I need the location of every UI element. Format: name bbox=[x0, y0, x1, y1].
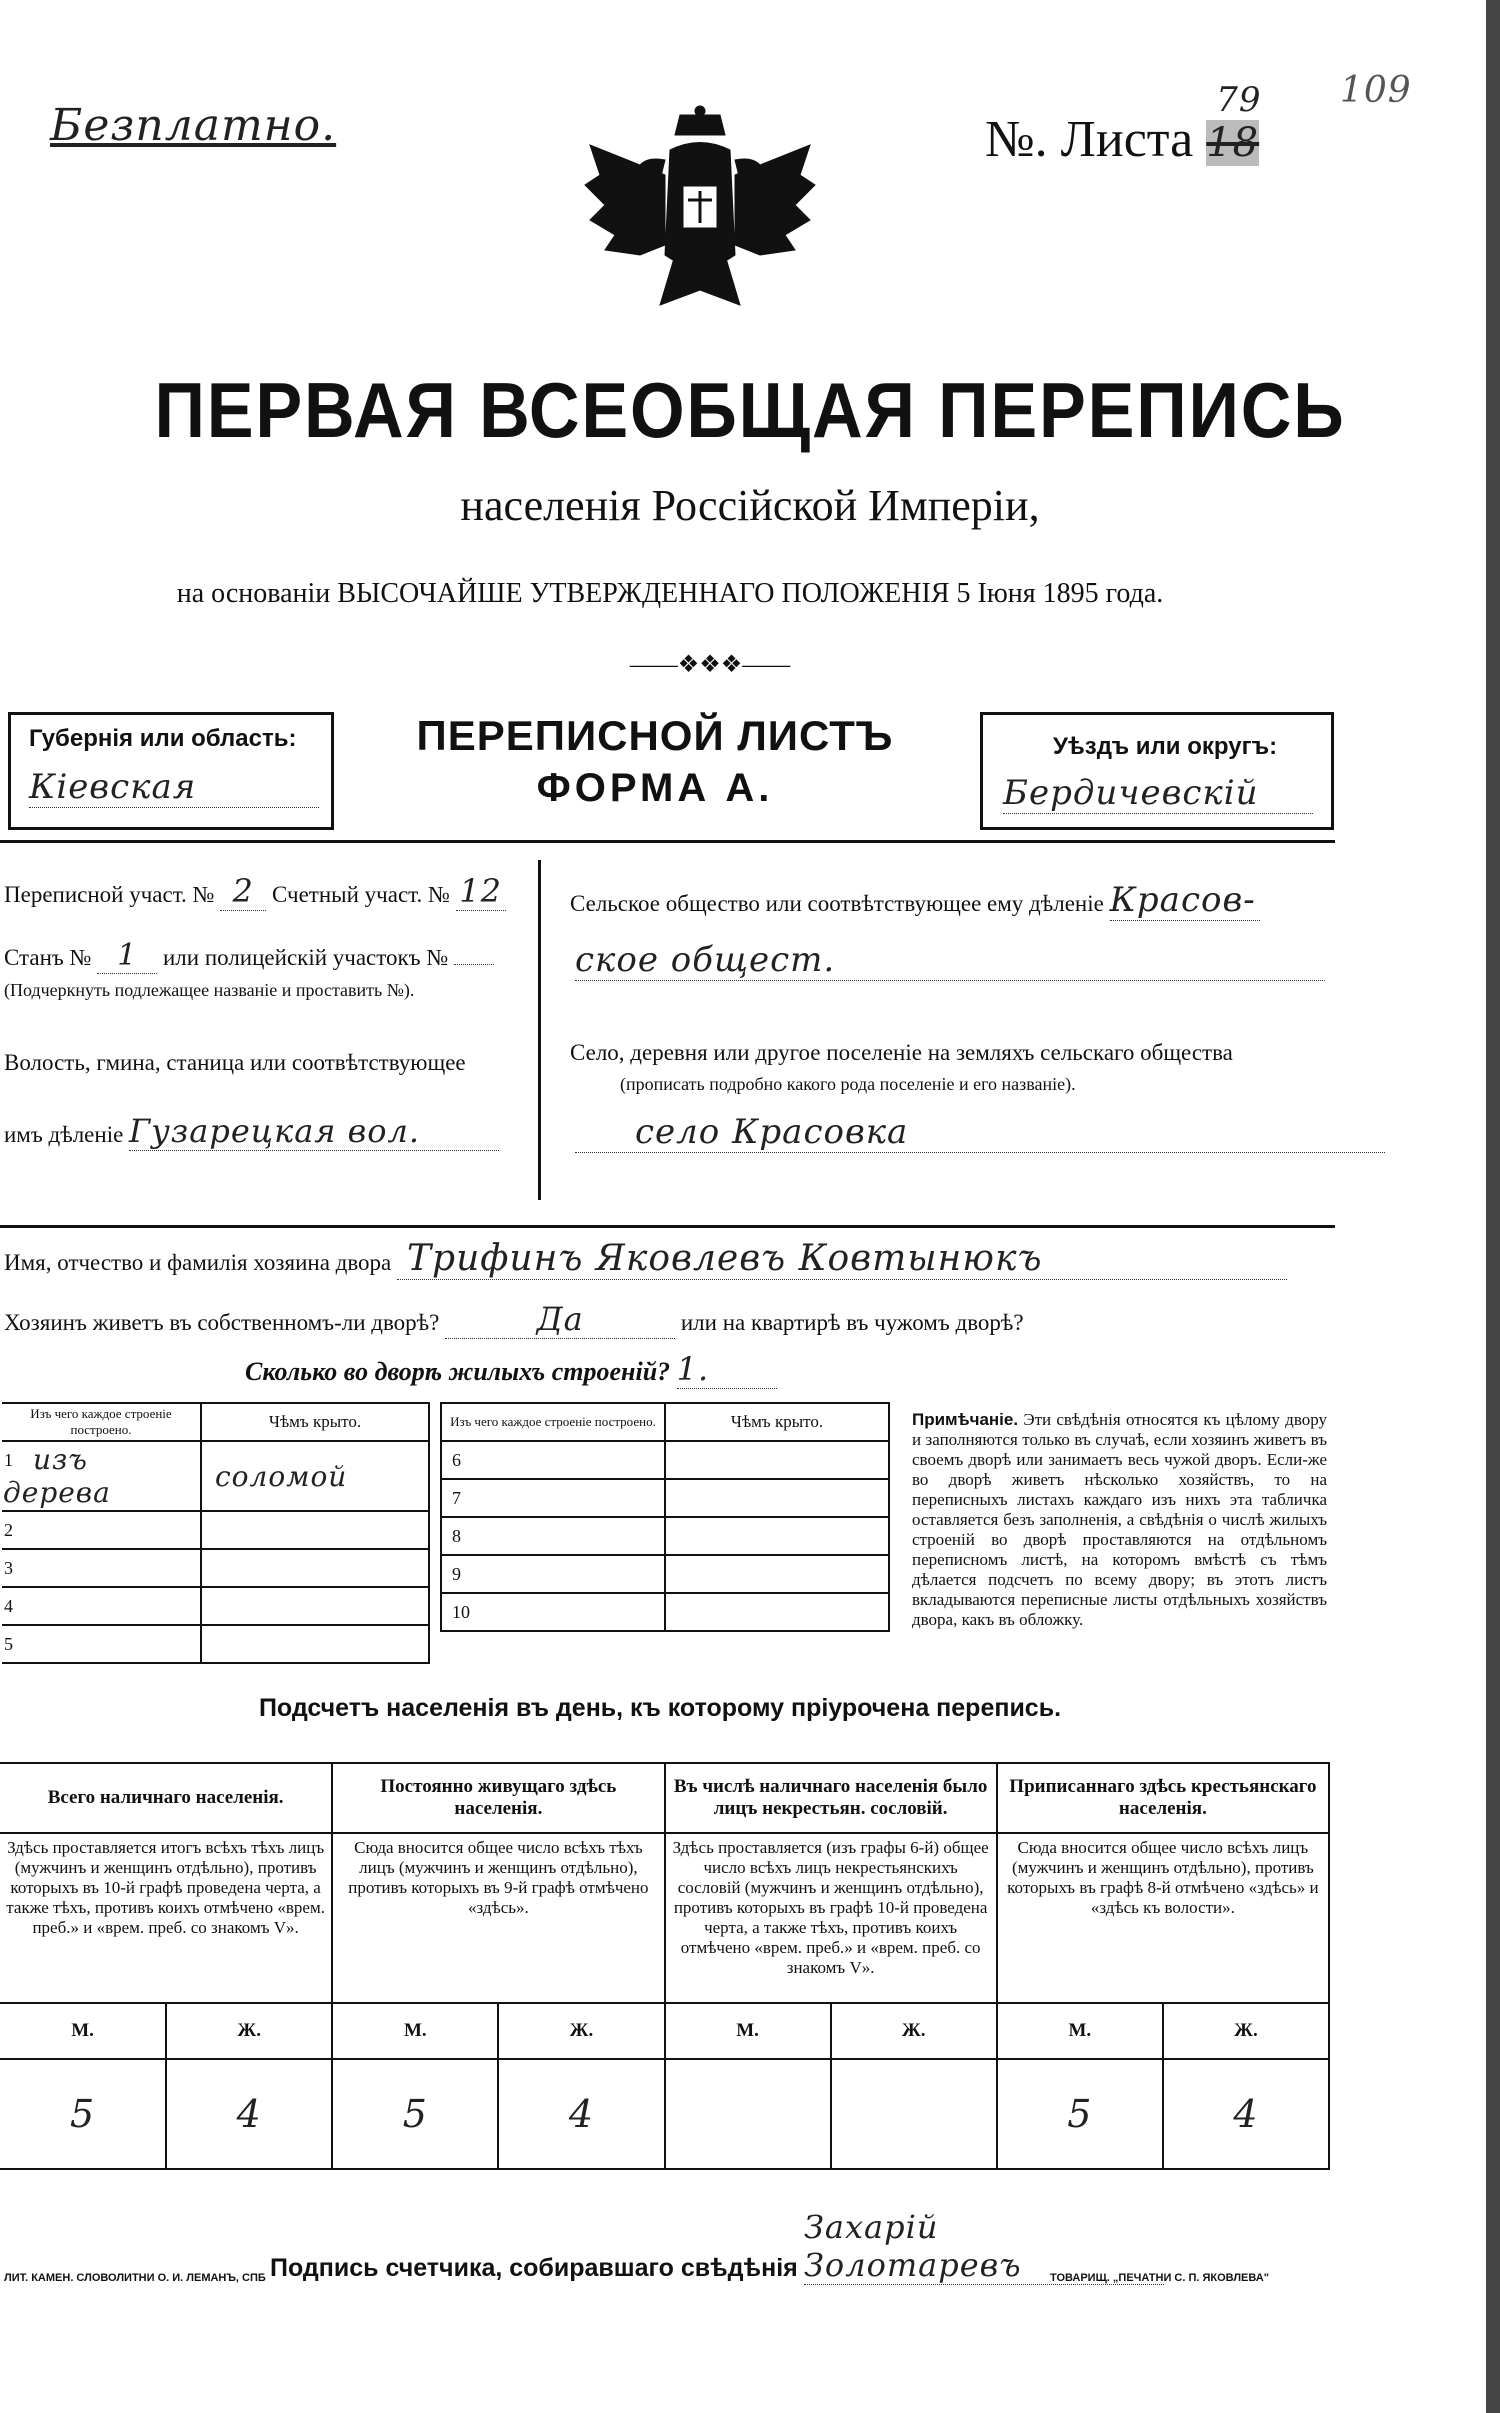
owner-yard-line bbox=[4, 1300, 1334, 1339]
population-f-value[interactable]: 4 bbox=[1163, 2059, 1329, 2169]
buildings-label: Сколько во дворѣ жилыхъ строеній? bbox=[245, 1357, 671, 1386]
building-row-number: 7 bbox=[452, 1488, 461, 1508]
owner-name-label: Имя, отчество и фамилія хозяина двора bbox=[4, 1250, 392, 1275]
population-m-label: М. bbox=[332, 2003, 498, 2059]
building-material-value[interactable]: изъ дерева bbox=[3, 1443, 111, 1509]
building-roof-value[interactable]: соломой bbox=[215, 1459, 348, 1493]
police-label: или полицейскій участокъ № bbox=[162, 945, 449, 970]
schet-label: Счетный участ. № bbox=[271, 882, 450, 907]
alien-yard-label: или на квартирѣ въ чужомъ дворѣ? bbox=[680, 1310, 1024, 1335]
building-roof-value[interactable] bbox=[667, 1482, 679, 1515]
population-f-label: Ж. bbox=[498, 2003, 664, 2059]
double-headed-eagle-emblem bbox=[570, 105, 830, 335]
free-label: Безплатно. bbox=[50, 100, 337, 151]
population-col-desc: Сюда вносится общее число всѣхъ лицъ (мужчинъ и женщинъ отдѣльно), противъ которыхъ въ графѣ 8-й отмѣчено «здѣсь» и «здѣсь къ волости». bbox=[997, 1833, 1329, 2003]
society-line bbox=[570, 880, 1330, 921]
sheet-number bbox=[985, 80, 1262, 169]
ornament-divider: ——❖❖❖—— bbox=[629, 652, 791, 678]
village-label: Село, деревня или другое поселеніе на земляхъ сельскаго общества bbox=[570, 1040, 1233, 1065]
population-col-desc: Здѣсь проставляется (изъ графы 6-й) общее число всѣхъ лицъ некрестьянскихъ сословій (мужчинъ и женщинъ отдѣльно), противъ которыхъ въ графѣ 10-й проведена черта, а также тѣхъ, противъ коихъ отмѣчено «врем. преб.» и «врем. преб. со знакомъ V». bbox=[665, 1833, 997, 2003]
note-text: Эти свѣдѣнія относятся къ цѣлому двору и заполняются только въ случаѣ, если хозяинъ живетъ въ своемъ дворѣ или занимаетъ весь чужой дворъ. Если-же во дворѣ живетъ нѣсколько хозяйствъ, то на переписныхъ листахъ каждаго изъ нихъ эта табличка оставляется безъ заполненія, а свѣдѣнія о числѣ жилыхъ строеній во дворѣ проставляются на отдѣльномъ переписномъ листѣ, на которомъ вмѣстѣ съ тѣмъ дѣлается подсчетъ по всему двору; въ этотъ листъ вкладываются переписные листы отдѣльныхъ хозяйствъ двора, какъ въ обложку. bbox=[912, 1410, 1328, 1629]
building-row bbox=[441, 1593, 889, 1631]
population-m-value[interactable] bbox=[665, 2059, 831, 2169]
note-title: Примѣчаніе. bbox=[912, 1410, 1019, 1429]
uezd-value[interactable]: Бердичевскій bbox=[1003, 773, 1313, 814]
population-m-label: М. bbox=[0, 2003, 166, 2059]
village-note: (прописать подробно какого рода поселеніе и его названіе). bbox=[620, 1074, 1076, 1094]
population-heading: Подсчетъ населенія въ день, къ которому пріурочена перепись. bbox=[258, 1694, 1062, 1722]
building-row-number: 2 bbox=[4, 1520, 13, 1540]
note-block bbox=[912, 1410, 1327, 1630]
building-row bbox=[2, 1549, 429, 1587]
sheet-number-struck: 18 bbox=[1206, 120, 1260, 166]
building-row bbox=[441, 1555, 889, 1593]
building-row-number: 1 bbox=[4, 1450, 13, 1470]
buildings-table-right bbox=[440, 1402, 890, 1632]
own-yard-label: Хозяинъ живетъ въ собственномъ-ли дворѣ? bbox=[4, 1310, 440, 1335]
population-col-desc: Здѣсь проставляется итогъ всѣхъ тѣхъ лицъ (мужчинъ и женщинъ отдѣльно), противъ которыхъ въ 10-й графѣ проведена черта, а также тѣхъ, противъ коихъ отмѣчено «врем. преб.» и «врем. преб. со знакомъ V». bbox=[0, 1833, 332, 2003]
building-roof-value[interactable] bbox=[203, 1552, 215, 1585]
population-value-row bbox=[0, 2059, 1329, 2169]
population-col-title: Въ числѣ наличнаго населенія было лицъ некрестьян. сословій. bbox=[665, 1763, 997, 1833]
buildings-table-left bbox=[2, 1402, 430, 1664]
buildings-line bbox=[245, 1350, 777, 1389]
population-f-label: Ж. bbox=[831, 2003, 997, 2059]
sheet-title: ПЕРЕПИСНОЙ ЛИСТЪ bbox=[416, 712, 894, 759]
scan-edge bbox=[1486, 0, 1500, 2413]
population-col-title: Приписаннаго здѣсь крестьянскаго населенія. bbox=[997, 1763, 1329, 1833]
buildings-col-material: Изъ чего каждое строеніе построено. bbox=[2, 1403, 201, 1441]
building-row bbox=[441, 1479, 889, 1517]
population-table bbox=[0, 1762, 1330, 2170]
footer-right: ТОВАРИЩ. „ПЕЧАТНИ С. П. ЯКОВЛЕВА" bbox=[1050, 2272, 1269, 2284]
population-m-value[interactable]: 5 bbox=[0, 2059, 166, 2169]
building-roof-value[interactable] bbox=[203, 1628, 215, 1661]
uezd-label: Уѣздъ или округъ: bbox=[1053, 733, 1278, 760]
population-col-title: Постоянно живущаго здѣсь населенія. bbox=[332, 1763, 664, 1833]
building-roof-value[interactable] bbox=[203, 1514, 215, 1547]
buildings-col-material-2: Изъ чего каждое строеніе построено. bbox=[441, 1403, 665, 1441]
population-m-value[interactable]: 5 bbox=[997, 2059, 1163, 2169]
buildings-value[interactable]: 1. bbox=[677, 1350, 777, 1389]
population-sex-row bbox=[0, 2003, 1329, 2059]
building-roof-value[interactable] bbox=[667, 1444, 679, 1477]
delenie-label: имъ дѣленіе bbox=[4, 1122, 124, 1147]
schet-value[interactable]: 12 bbox=[456, 872, 506, 911]
footer-left: ЛИТ. КАМЕН. СЛОВОЛИТНИ О. И. ЛЕМАНЪ, СПБ bbox=[4, 2272, 266, 2284]
gubernia-box bbox=[8, 712, 334, 830]
police-value[interactable] bbox=[454, 964, 494, 965]
uchastok-line bbox=[4, 872, 524, 911]
page-basis: на основаніи ВЫСОЧАЙШЕ УТВЕРЖДЕННАГО ПОЛОЖЕНІЯ 5 Іюня 1895 года. bbox=[176, 578, 1164, 609]
volost-label: Волость, гмина, станица или соотвѣтствующее bbox=[4, 1050, 466, 1075]
population-col-title: Всего наличнаго населенія. bbox=[0, 1763, 332, 1833]
owner-name-value[interactable]: Трифинъ Яковлевъ Ковтынюкъ bbox=[397, 1238, 1287, 1280]
society-value-2[interactable]: ское общест. bbox=[575, 940, 1325, 981]
society-value-1[interactable]: Красов- bbox=[1110, 880, 1260, 921]
signature-label: Подпись счетчика, собиравшаго свѣдѣнія bbox=[270, 2254, 798, 2282]
sheet-number-new: 79 bbox=[1216, 80, 1262, 120]
buildings-col-roof-2: Чѣмъ крыто. bbox=[665, 1403, 889, 1441]
building-roof-value[interactable] bbox=[203, 1590, 215, 1623]
building-row bbox=[2, 1441, 429, 1511]
population-f-label: Ж. bbox=[1163, 2003, 1329, 2059]
page-subtitle: населенія Россійской Имперіи, bbox=[460, 481, 1040, 530]
own-yard-value[interactable]: Да bbox=[445, 1300, 675, 1339]
population-col-desc: Сюда вносится общее число всѣхъ тѣхъ лицъ (мужчинъ и женщинъ отдѣльно), противъ которыхъ въ 9-й графѣ отмѣчено «здѣсь». bbox=[332, 1833, 664, 2003]
building-row-number: 3 bbox=[4, 1558, 13, 1578]
population-f-value[interactable] bbox=[831, 2059, 997, 2169]
building-roof-value[interactable] bbox=[667, 1520, 679, 1553]
sheet-number-label: №. Листа bbox=[985, 111, 1194, 168]
sheet-number-value bbox=[1206, 80, 1262, 166]
building-roof-value[interactable] bbox=[667, 1558, 679, 1591]
sheet-title-block bbox=[345, 712, 965, 811]
delenie-line bbox=[4, 1112, 524, 1151]
delenie-value[interactable]: Гузарецкая вол. bbox=[129, 1112, 499, 1151]
building-row-number: 9 bbox=[452, 1564, 461, 1584]
society-label: Сельское общество или соотвѣтствующее ему дѣленіе bbox=[570, 891, 1104, 916]
population-f-value[interactable]: 4 bbox=[498, 2059, 664, 2169]
gubernia-label: Губернія или область: bbox=[29, 725, 297, 752]
building-row-number: 10 bbox=[452, 1602, 470, 1622]
stan-label: Станъ № bbox=[4, 945, 92, 970]
buildings-col-roof: Чѣмъ крыто. bbox=[201, 1403, 429, 1441]
building-row-number: 5 bbox=[4, 1634, 13, 1654]
address-divider bbox=[538, 860, 541, 1200]
page-title: ПЕРВАЯ ВСЕОБЩАЯ ПЕРЕПИСЬ bbox=[154, 366, 1346, 454]
corner-mark: 109 bbox=[1340, 70, 1412, 111]
uchast-value[interactable]: 2 bbox=[220, 872, 266, 911]
stan-value[interactable]: 1 bbox=[97, 938, 157, 974]
form-name: ФОРМА А. bbox=[536, 766, 774, 810]
population-m-label: М. bbox=[997, 2003, 1163, 2059]
population-f-value[interactable]: 4 bbox=[166, 2059, 332, 2169]
village-value[interactable]: село Красовка bbox=[575, 1112, 1385, 1153]
population-m-label: М. bbox=[665, 2003, 831, 2059]
building-row bbox=[441, 1517, 889, 1555]
population-title-row bbox=[0, 1763, 1329, 1833]
population-f-label: Ж. bbox=[166, 2003, 332, 2059]
uezd-box bbox=[980, 712, 1334, 830]
building-roof-value[interactable] bbox=[667, 1596, 679, 1629]
signature-value[interactable]: Захарій Золотаревъ bbox=[804, 2208, 1164, 2285]
stan-line bbox=[4, 938, 524, 974]
building-row bbox=[2, 1587, 429, 1625]
population-desc-row bbox=[0, 1833, 1329, 2003]
uchast-label: Переписной участ. № bbox=[4, 882, 215, 907]
gubernia-value[interactable]: Кіевская bbox=[29, 767, 319, 808]
police-note: (Подчеркнуть подлежащее названіе и проставить №). bbox=[4, 980, 415, 1000]
building-row-number: 8 bbox=[452, 1526, 461, 1546]
building-row bbox=[2, 1625, 429, 1663]
building-row-number: 6 bbox=[452, 1450, 461, 1470]
owner-name-line bbox=[4, 1238, 1334, 1280]
building-row bbox=[441, 1441, 889, 1479]
building-row bbox=[2, 1511, 429, 1549]
population-m-value[interactable]: 5 bbox=[332, 2059, 498, 2169]
building-row-number: 4 bbox=[4, 1596, 13, 1616]
